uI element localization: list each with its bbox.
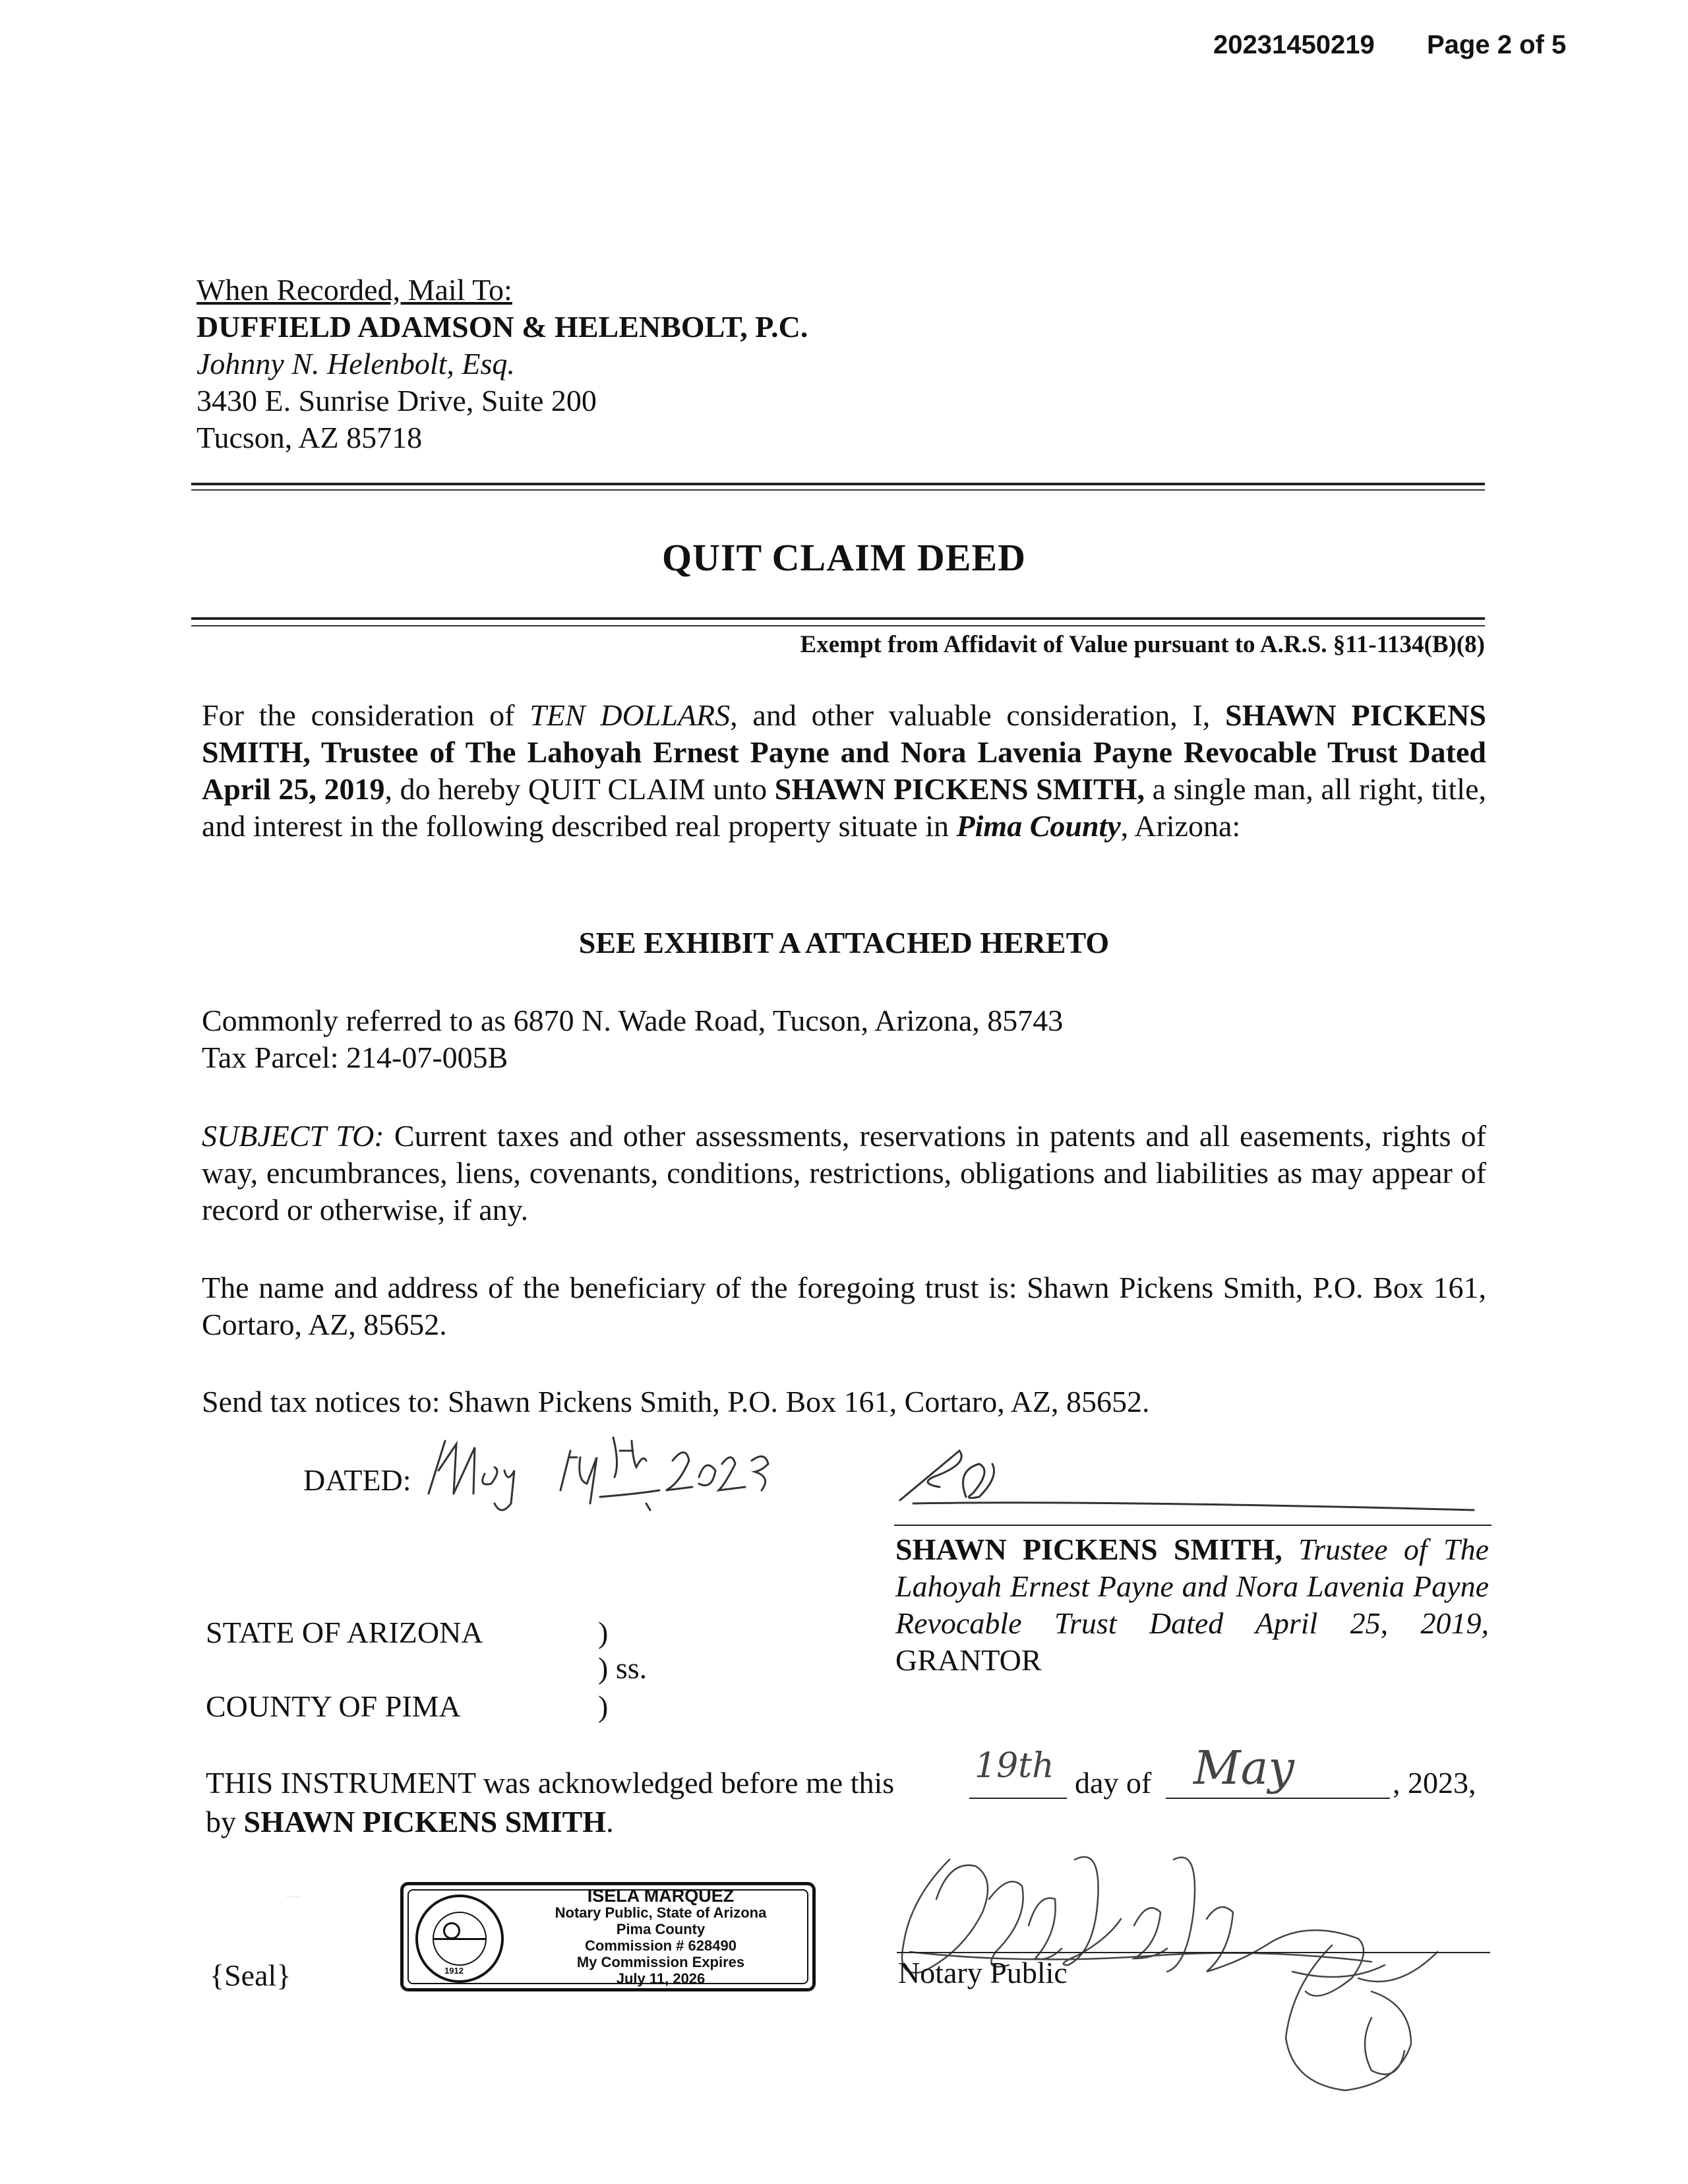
top-rule-inner <box>191 489 1485 491</box>
grantee-name: SHAWN PICKENS SMITH, <box>774 772 1145 806</box>
subject-to-text: Current taxes and other assessments, reservations in patents and all easements, rights of way, encumbrances, liens, covenants, conditions, restrictions, obligations and liabilities as may appear of record or otherwise, if any. <box>202 1119 1487 1227</box>
seal-year: 1912 <box>444 1966 464 1976</box>
venue-paren-1: ) <box>598 1616 609 1649</box>
mail-to-block <box>196 272 808 456</box>
grantor-name: SHAWN PICKENS SMITH, Trustee of The Lahoyah Ernest Payne and Nora Lavenia Payne Revocable Trust Dated April 25, 2019 <box>202 698 1486 806</box>
notary-commission: Commission # 628490 <box>585 1937 737 1954</box>
dated-label: DATED: <box>303 1463 411 1497</box>
county-name: Pima County <box>956 809 1121 843</box>
page-info: Page 2 of 5 <box>1427 30 1567 59</box>
street-address: 3430 E. Sunrise Drive, Suite 200 <box>196 384 597 417</box>
grantor-block-trustee: Trustee of The Lahoyah Ernest Payne and Nora Lavenia Payne Revocable Trust Dated April 25, 2019, <box>895 1532 1489 1640</box>
firm-name: DUFFIELD ADAMSON & HELENBOLT, P.C. <box>196 310 808 344</box>
venue-county: COUNTY OF PIMA <box>206 1689 461 1723</box>
ack-day-line <box>969 1798 1067 1799</box>
subject-to-label: SUBJECT TO: <box>202 1119 384 1153</box>
bottom-rule-inner <box>191 625 1485 626</box>
arizona-seal-icon <box>286 1895 504 1983</box>
dated-handwriting <box>422 1431 791 1530</box>
tax-notices: Send tax notices to: Shawn Pickens Smith, P.O. Box 161, Cortaro, AZ, 85652. <box>202 1385 1150 1418</box>
ack-by: by <box>206 1805 244 1838</box>
tax-parcel: Tax Parcel: 214-07-005B <box>202 1041 508 1074</box>
seal-center <box>433 1912 487 1966</box>
notary-public-label: Notary Public <box>898 1956 1068 1989</box>
city-address: Tucson, AZ 85718 <box>196 421 423 454</box>
property-block <box>202 1002 1063 1076</box>
ack-month-line <box>1166 1798 1390 1799</box>
notary-expires-label: My Commission Expires <box>576 1954 745 1970</box>
exemption-note: Exempt from Affidavit of Value pursuant to A.R.S. §11-1134(B)(8) <box>800 631 1485 658</box>
consideration-amount: TEN DOLLARS <box>529 698 731 732</box>
document-title: QUIT CLAIM DEED <box>661 536 1027 579</box>
grantor-block <box>895 1531 1489 1679</box>
grantor-block-name: SHAWN PICKENS SMITH, <box>895 1532 1282 1566</box>
subject-to-paragraph <box>202 1118 1486 1228</box>
consideration-paragraph <box>202 697 1486 845</box>
grantor-signature <box>893 1438 1487 1543</box>
notary-title: Notary Public, State of Arizona <box>555 1904 767 1921</box>
acknowledgment-text: THIS INSTRUMENT was acknowledged before me this <box>206 1766 895 1800</box>
notary-name: ISELA MARQUEZ <box>587 1886 735 1906</box>
grantor-block-role: GRANTOR <box>895 1643 1042 1677</box>
venue-ss: ) ss. <box>598 1651 648 1685</box>
consideration-text-5: , Arizona: <box>1120 809 1241 843</box>
property-address: Commonly referred to as 6870 N. Wade Road, Tucson, Arizona, 85743 <box>202 1004 1064 1037</box>
ack-by-end: . <box>606 1805 614 1838</box>
notary-expires-date: July 11, 2026 <box>616 1970 706 1987</box>
ack-day-handwritten: 19th <box>975 1746 1054 1786</box>
consideration-text-1: For the consideration of <box>202 698 530 732</box>
ack-by-name: SHAWN PICKENS SMITH <box>243 1805 607 1838</box>
venue-paren-3: ) <box>598 1689 609 1723</box>
seal-text: THE GREAT SEAL OF THE STATE OF ARIZONA <box>286 1897 301 1898</box>
ack-month-handwritten: May <box>1193 1741 1294 1795</box>
ack-by-line <box>206 1804 614 1840</box>
consideration-text-2: , and other valuable consideration, I, <box>730 698 1226 732</box>
beneficiary-paragraph: The name and address of the beneficiary of the foregoing trust is: Shawn Pickens Smith, P.O. Box 161, Cortaro, AZ, 85652. <box>202 1271 1486 1341</box>
attorney-name: Johnny N. Helenbolt, Esq. <box>196 347 515 380</box>
venue-state: STATE OF ARIZONA <box>206 1616 483 1649</box>
ack-year: , 2023, <box>1393 1766 1476 1800</box>
ack-day-of: day of <box>1075 1766 1152 1800</box>
seal-label: {Seal} <box>210 1958 291 1992</box>
consideration-text-3: , do hereby QUIT CLAIM unto <box>384 772 775 806</box>
mail-to-label: When Recorded, Mail To: <box>196 273 512 307</box>
bottom-rule <box>191 617 1485 620</box>
consideration-text-4: a single man, all right, title, and interest in the following described real property situate in <box>202 772 1486 843</box>
notary-stamp <box>286 1882 816 1991</box>
top-rule <box>191 483 1485 485</box>
recording-number: 20231450219 <box>1213 30 1375 59</box>
notary-county: Pima County <box>616 1921 706 1937</box>
notary-stamp-text <box>516 1888 806 1987</box>
exhibit-reference: SEE EXHIBIT A ATTACHED HERETO <box>578 926 1110 959</box>
grantor-signature-line <box>894 1525 1492 1526</box>
notary-signature-line <box>897 1952 1490 1953</box>
